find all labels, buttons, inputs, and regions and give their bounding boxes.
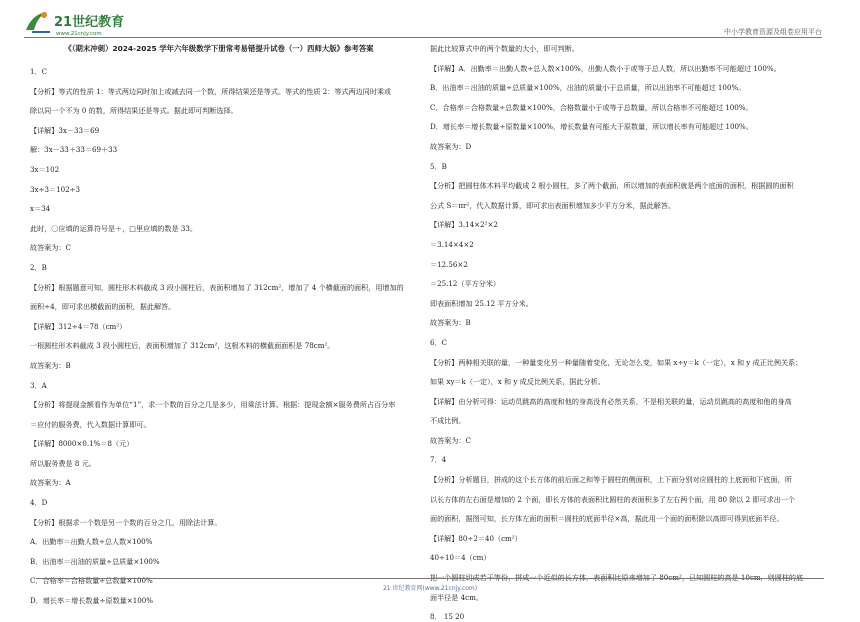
text-line: 面的面积，据图可知，长方体左面的面积＝圆柱的底面半径×高，据此用一个面的面积除以高即可得到底面半径。 [430, 514, 784, 524]
text-line: 故答案为：D [430, 141, 472, 151]
text-line: C．合格率＝合格数量÷总数量×100%，合格数量小于或等于总数量，所以合格率不可能超过 100%。 [430, 102, 753, 112]
text-line: x＝34 [30, 204, 51, 214]
text-line: ＝12.56×2 [430, 259, 468, 269]
text-line: 【详解】由分析可得：运动员跳高的高度和他的身高没有必然关系，不是相关联的量，运动员跳高的高度和他的身高 [430, 396, 792, 406]
platform-name: 中小学教育资源及组卷应用平台 [724, 28, 822, 36]
text-line: 【分析】等式的性质 1：等式两边同时加上或减去同一个数，所得结果还是等式。等式的性质 2：等式两边同时乘或 [30, 86, 392, 96]
svg-text:21世纪教育: 21世纪教育 [54, 15, 125, 30]
text-line: ＝3.14×4×2 [430, 239, 474, 249]
text-line: 公式 S＝πr²，代入数据计算，即可求出表面积增加多少平方分米，据此解答。 [430, 200, 676, 210]
text-line: 6．C [430, 337, 448, 347]
text-line: B．出油率＝出油的质量÷总质量×100% [30, 556, 160, 566]
text-line: C．合格率＝合格数量÷总数量×100% [30, 576, 153, 586]
text-line: 【分析】把圆柱体木料平均截成 2 根小圆柱，多了两个截面，所以增加的表面积就是两个底面的面积，根据圆的面积 [430, 181, 794, 191]
svg-text:www.21cnjy.com: www.21cnjy.com [56, 31, 102, 37]
text-line: 如果 xy＝k（一定），x 和 y 成反比例关系，据此分析。 [430, 377, 605, 387]
text-line: 【分析】分析题目，拼成的这个长方体的前后面之和等于圆柱的侧面积，上下面分别对应圆柱的上底面和下底面，所 [430, 475, 792, 485]
text-line: 故答案为：C [430, 435, 471, 445]
text-line: B．出油率＝出油的质量÷总质量×100%，出油的质量小于总质量，所以出油率不可能超过 100%。 [430, 83, 746, 93]
text-line: 3．A [30, 380, 47, 390]
text-line: 面半径是 4cm。 [430, 592, 483, 602]
text-line: 解：3x－33＋33＝69＋33 [30, 145, 118, 155]
text-line: 3x＝102 [30, 164, 60, 174]
text-line: 故答案为：A [30, 478, 71, 488]
text-line: D．增长率＝增长数量÷原数量×100%，增长数量有可能大于原数量，所以增长率有可能超过 100%。 [430, 122, 753, 132]
text-line: 把一个圆柱切成若干等份，拼成一个近似的长方体，表面积比原来增加了 80cm²，已知圆柱的高是 10cm，则圆柱的底 [430, 573, 804, 583]
logo-mark-icon [22, 6, 152, 38]
text-line: 3x÷3＝102÷3 [30, 184, 81, 194]
text-line: 【分析】将提现金额看作为单位“1”，求一个数的百分之几是多少，用乘法计算。根据：提现金额×服务费所占百分率 [30, 400, 396, 410]
text-line: 所以服务费是 8 元。 [30, 458, 96, 468]
right-column [430, 44, 822, 622]
text-line: 【分析】根据题意可知，圆柱形木料截成 3 段小圆柱后，表面积增加了 312cm²，增加了 4 个横截面的面积，用增加的 [30, 282, 404, 292]
text-line: 7．4 [430, 455, 447, 465]
footer-divider [36, 578, 824, 579]
text-line: 【详解】3.14×2²×2 [430, 220, 498, 230]
text-line: 故答案为：C [30, 243, 71, 253]
text-line: 故答案为：B [30, 360, 71, 370]
text-line: 【详解】312÷4＝78（cm²） [30, 321, 127, 331]
text-line: 【详解】80÷2＝40（cm²） [430, 533, 522, 543]
text-line: 面积÷4，即可求出横截面的面积，据此解答。 [30, 302, 176, 312]
text-line: 据此比较算式中的两个数量的大小，即可判断。 [430, 44, 579, 53]
text-line: D．增长率＝增长数量÷原数量×100% [30, 596, 153, 606]
text-line: 2．B [30, 262, 47, 272]
text-line: 故答案为：B [430, 318, 471, 328]
text-line: 【详解】A．出勤率＝出勤人数÷总人数×100%，出勤人数小于或等于总人数，所以出勤率不可能超过 100%。 [430, 63, 781, 73]
text-line: 【详解】3x－33＝69 [30, 125, 100, 135]
text-line: 【详解】8000×0.1%＝8（元） [30, 439, 134, 449]
text-line: 除以同一个不为 0 的数，所得结果还是等式。据此即可判断选择。 [30, 106, 238, 116]
text-line: 一根圆柱形木料截成 3 段小圆柱后，表面积增加了 312cm²，这根木料的横截面面积是 78cm²。 [30, 341, 335, 351]
text-line: A．出勤率＝出勤人数÷总人数×100% [30, 537, 153, 547]
page-footer: 21 世纪教育网(www.21cnjy.com) [382, 585, 478, 592]
left-column [30, 44, 408, 606]
text-line: ＝25.12（平方分米） [430, 279, 500, 289]
text-line: 以长方体的左右面是增加的 2 个面，即长方体的表面积比圆柱的表面积多了左右两个面，用 80 除以 2 即可求出一个 [430, 494, 795, 504]
text-line: 不成比例。 [430, 416, 466, 426]
text-line: 8． 15 20 [430, 612, 465, 622]
text-line: 40÷10＝4（cm） [430, 553, 491, 563]
site-logo [22, 6, 152, 38]
text-line: 【分析】根据求一个数是另一个数的百分之几，用除法计算。 [30, 517, 222, 527]
text-line: 4．D [30, 498, 48, 508]
page-header [0, 0, 860, 46]
text-line: 即表面积增加 25.12 平方分米。 [430, 298, 533, 308]
text-line: ＝应付的服务费，代入数据计算即可。 [30, 419, 151, 429]
document-title: 《（期末冲刺）2024-2025 学年六年级数学下册常考易错提升试卷（一）西师大版》参考答案 [64, 44, 374, 53]
text-line: 此时，〇应填的运算符号是＋，□里应填的数是 33。 [30, 223, 197, 233]
header-divider [24, 37, 822, 38]
text-line: 1．C [30, 67, 48, 76]
text-line: 5．B [430, 161, 447, 171]
text-line: 【分析】两种相关联的量，一种量变化另一种量随着变化，无论怎么变，如果 x÷y＝k（一定），x 和 y 成正比例关系； [430, 357, 803, 367]
